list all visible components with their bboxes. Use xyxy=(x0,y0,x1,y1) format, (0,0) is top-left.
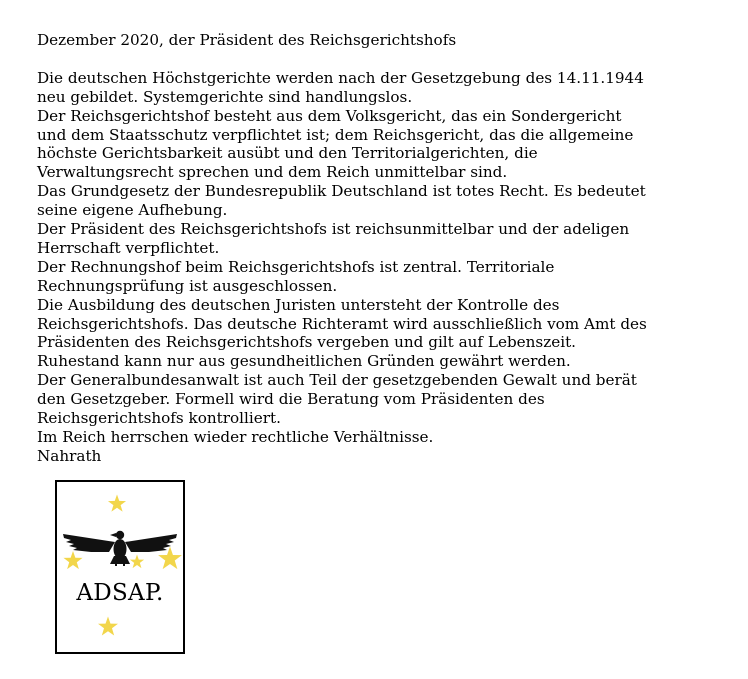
letter-line: neu gebildet. Systemgerichte sind handlungslos. xyxy=(37,87,413,106)
letter-line: Präsidenten des Reichsgerichtshofs vergeben und gilt auf Lebenszeit. xyxy=(37,333,577,352)
eagle-emblem-icon xyxy=(63,531,177,566)
letter-line: höchste Gerichtsbarkeit ausübt und den Territorialgerichten, die xyxy=(37,144,538,163)
letter-line: Ruhestand kann nur aus gesundheitlichen Gründen gewährt werden. xyxy=(37,352,571,371)
letter-line: Im Reich herrschen wieder rechtliche Verhältnisse. xyxy=(37,428,434,447)
letter-line: Reichsgerichtshofs kontrolliert. xyxy=(37,409,281,428)
star-icon xyxy=(108,495,126,512)
letter-signature: Nahrath xyxy=(37,446,102,465)
letter-line: Der Rechnungshof beim Reichsgerichtshofs ist zentral. Territoriale xyxy=(37,257,555,276)
letter-line: den Gesetzgeber. Formell wird die Beratung vom Präsidenten des xyxy=(37,390,545,409)
logo-text: ADSAP. xyxy=(76,580,164,606)
letter-line: Der Präsident des Reichsgerichtshofs ist reichsunmittelbar und der adeligen xyxy=(37,220,630,239)
letter-body xyxy=(37,31,742,466)
letter-line: Verwaltungsrecht sprechen und dem Reich unmittelbar sind. xyxy=(37,163,508,182)
letter-heading: Dezember 2020, der Präsident des Reichsgerichtshofs xyxy=(37,31,457,49)
letter-line: und dem Staatsschutz verpflichtet ist; dem Reichsgericht, das die allgemeine xyxy=(37,125,634,144)
letter-line: Reichsgerichtshofs. Das deutsche Richteramt wird ausschließlich vom Amt des xyxy=(37,314,647,333)
letter-line: Der Generalbundesanwalt ist auch Teil der gesetzgebenden Gewalt und berät xyxy=(37,371,637,390)
letter-line: Das Grundgesetz der Bundesrepublik Deutschland ist totes Recht. Es bedeutet xyxy=(37,182,646,201)
letter-line: Der Reichsgerichtshof besteht aus dem Volksgericht, das ein Sondergericht xyxy=(37,106,622,125)
letter-line: Die deutschen Höchstgerichte werden nach der Gesetzgebung des 14.11.1944 xyxy=(37,68,644,87)
letter-line: Herrschaft verpflichtet. xyxy=(37,238,220,257)
letter-line: Die Ausbildung des deutschen Juristen untersteht der Kontrolle des xyxy=(37,295,560,314)
logo-graphic xyxy=(57,482,183,652)
star-icon xyxy=(63,551,82,569)
star-icon xyxy=(130,555,144,569)
letter-line: Rechnungsprüfung ist ausgeschlossen. xyxy=(37,276,338,295)
letter-line: seine eigene Aufhebung. xyxy=(37,201,228,220)
adsap-logo xyxy=(55,480,185,654)
star-icon xyxy=(98,617,118,636)
